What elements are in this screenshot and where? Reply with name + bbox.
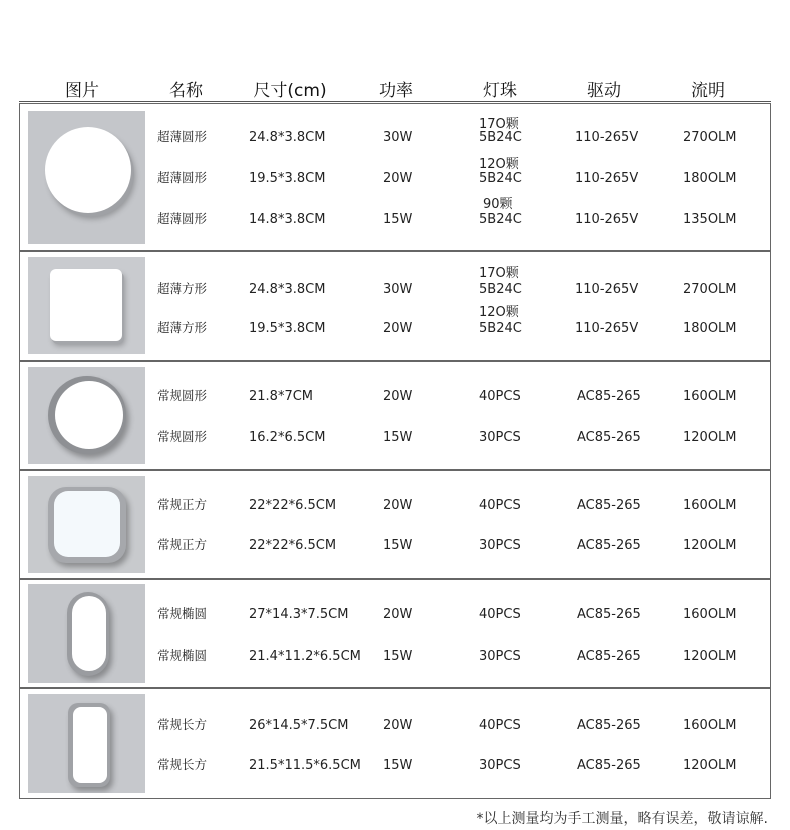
product-beads-count: 40PCS xyxy=(479,389,521,404)
product-beads-count: 40PCS xyxy=(479,607,521,622)
product-driver: 110-265V xyxy=(575,171,639,186)
product-group-regular-oval xyxy=(19,579,771,688)
header-driver: 驱动 xyxy=(587,81,621,101)
product-name: 超薄方形 xyxy=(157,320,208,335)
product-power: 20W xyxy=(383,498,413,513)
product-group-ultrathin-round xyxy=(19,103,771,251)
product-name: 常规椭圆 xyxy=(157,606,208,621)
product-name: 常规正方 xyxy=(157,537,208,552)
product-image-ultrathin-square xyxy=(28,257,145,354)
rect-fixture-diffuser xyxy=(73,707,107,783)
product-name: 超薄圆形 xyxy=(157,129,208,144)
header-divider xyxy=(19,101,771,102)
header-lumen: 流明 xyxy=(691,81,725,101)
header-power: 功率 xyxy=(379,81,413,101)
product-size: 24.8*3.8CM xyxy=(249,130,326,145)
square-fixture-diffuser xyxy=(54,491,120,557)
product-beads-count: 17O颗 xyxy=(479,266,519,281)
product-image-ultrathin-round xyxy=(28,111,145,244)
product-driver: 110-265V xyxy=(575,212,639,227)
product-size: 21.4*11.2*6.5CM xyxy=(249,649,361,664)
product-beads-count: 17O颗 xyxy=(479,117,519,132)
product-power: 20W xyxy=(383,171,413,186)
product-lumen: 160OLM xyxy=(683,498,737,513)
product-name: 超薄圆形 xyxy=(157,170,208,185)
square-panel-shape xyxy=(50,269,122,341)
product-name: 常规圆形 xyxy=(157,388,208,403)
product-beads-type: 5B24C xyxy=(479,282,522,297)
product-lumen: 180OLM xyxy=(683,321,737,336)
product-driver: AC85-265 xyxy=(577,538,641,553)
product-beads-count: 30PCS xyxy=(479,538,521,553)
product-driver: 110-265V xyxy=(575,321,639,336)
product-lumen: 270OLM xyxy=(683,282,737,297)
product-power: 20W xyxy=(383,718,413,733)
product-image-regular-square xyxy=(28,476,145,573)
product-size: 16.2*6.5CM xyxy=(249,430,326,445)
product-beads-type: 5B24C xyxy=(479,130,522,145)
product-image-regular-rectangle xyxy=(28,694,145,793)
product-beads-count: 12O颗 xyxy=(479,305,519,320)
product-beads-type: 5B24C xyxy=(479,321,522,336)
product-size: 19.5*3.8CM xyxy=(249,171,326,186)
product-beads-type: 5B24C xyxy=(479,171,522,186)
product-driver: AC85-265 xyxy=(577,498,641,513)
product-size: 19.5*3.8CM xyxy=(249,321,326,336)
product-power: 20W xyxy=(383,389,413,404)
product-driver: AC85-265 xyxy=(577,607,641,622)
product-power: 15W xyxy=(383,758,413,773)
product-name: 常规正方 xyxy=(157,497,208,512)
product-size: 27*14.3*7.5CM xyxy=(249,607,349,622)
product-lumen: 270OLM xyxy=(683,130,737,145)
product-lumen: 120OLM xyxy=(683,758,737,773)
product-power: 20W xyxy=(383,607,413,622)
product-size: 21.5*11.5*6.5CM xyxy=(249,758,361,773)
header-picture: 图片 xyxy=(65,81,99,101)
product-image-regular-round xyxy=(28,367,145,464)
product-beads-type: 5B24C xyxy=(479,212,522,227)
round-fixture-diffuser xyxy=(55,381,123,449)
product-beads-count: 40PCS xyxy=(479,718,521,733)
product-group-regular-rectangle xyxy=(19,688,771,799)
product-name: 常规长方 xyxy=(157,717,208,732)
product-beads-count: 30PCS xyxy=(479,758,521,773)
product-lumen: 180OLM xyxy=(683,171,737,186)
product-driver: 110-265V xyxy=(575,282,639,297)
product-name: 常规长方 xyxy=(157,757,208,772)
product-size: 21.8*7CM xyxy=(249,389,314,404)
product-lumen: 120OLM xyxy=(683,430,737,445)
product-lumen: 160OLM xyxy=(683,718,737,733)
product-group-ultrathin-square xyxy=(19,251,771,361)
product-group-regular-round xyxy=(19,361,771,470)
product-image-regular-oval xyxy=(28,584,145,683)
product-power: 30W xyxy=(383,282,413,297)
product-power: 30W xyxy=(383,130,413,145)
product-lumen: 135OLM xyxy=(683,212,737,227)
product-lumen: 160OLM xyxy=(683,389,737,404)
product-driver: 110-265V xyxy=(575,130,639,145)
header-name: 名称 xyxy=(169,81,203,101)
product-size: 14.8*3.8CM xyxy=(249,212,326,227)
product-power: 20W xyxy=(383,321,413,336)
measurement-note: *以上测量均为手工测量，略有误差，敬请谅解. xyxy=(476,811,768,827)
product-size: 26*14.5*7.5CM xyxy=(249,718,349,733)
product-name: 常规圆形 xyxy=(157,429,208,444)
product-beads-count: 12O颗 xyxy=(479,157,519,172)
product-size: 22*22*6.5CM xyxy=(249,498,337,513)
product-beads-count: 90颗 xyxy=(483,197,513,212)
product-driver: AC85-265 xyxy=(577,718,641,733)
product-power: 15W xyxy=(383,538,413,553)
product-beads-count: 30PCS xyxy=(479,649,521,664)
round-panel-shape xyxy=(45,127,131,213)
product-power: 15W xyxy=(383,430,413,445)
product-group-regular-square xyxy=(19,470,771,579)
product-lumen: 160OLM xyxy=(683,607,737,622)
product-size: 24.8*3.8CM xyxy=(249,282,326,297)
header-beads: 灯珠 xyxy=(483,81,517,101)
oval-fixture-diffuser xyxy=(72,596,106,671)
product-driver: AC85-265 xyxy=(577,389,641,404)
product-driver: AC85-265 xyxy=(577,649,641,664)
product-power: 15W xyxy=(383,212,413,227)
product-beads-count: 30PCS xyxy=(479,430,521,445)
product-beads-count: 40PCS xyxy=(479,498,521,513)
product-name: 常规椭圆 xyxy=(157,648,208,663)
product-driver: AC85-265 xyxy=(577,758,641,773)
product-driver: AC85-265 xyxy=(577,430,641,445)
product-lumen: 120OLM xyxy=(683,538,737,553)
product-name: 超薄方形 xyxy=(157,281,208,296)
product-lumen: 120OLM xyxy=(683,649,737,664)
product-size: 22*22*6.5CM xyxy=(249,538,337,553)
product-power: 15W xyxy=(383,649,413,664)
product-name: 超薄圆形 xyxy=(157,211,208,226)
header-size: 尺寸(cm) xyxy=(253,81,327,101)
